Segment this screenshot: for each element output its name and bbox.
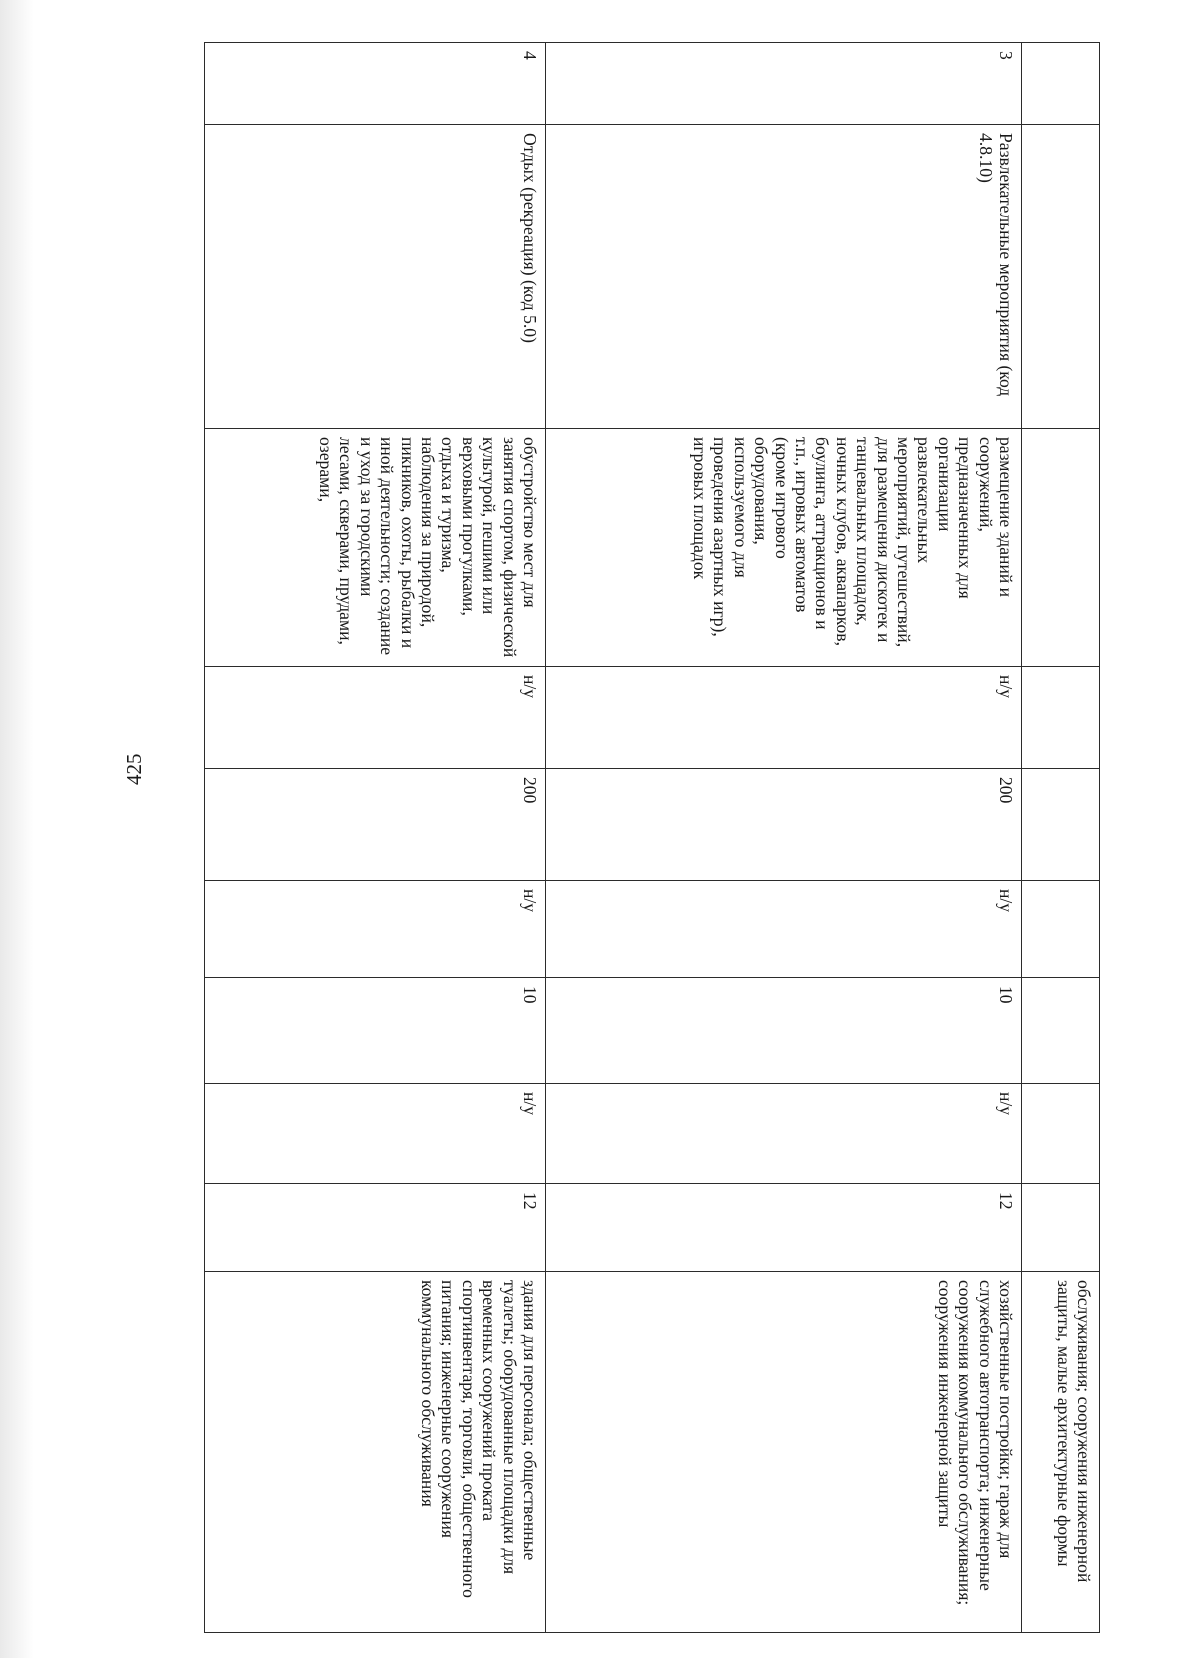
cell-value: н/у [205,881,546,978]
cell-value: н/у [205,1084,546,1184]
cell-description [1022,429,1100,667]
cell-description: размещение зданий и сооружений, предназначенных для организации развлекательных мероприятий, путешествий, для размещения дискотек и танцевальных площадок, ночных клубов, аквапарков, боулинга, аттракционов и т.п., игровых автоматов (кроме игрового оборудования, используемого для проведения азартных игр), игровых площадок [546,429,1022,667]
cell-value: 10 [546,978,1022,1084]
cell-value: 200 [546,769,1022,881]
cell-value: н/у [546,881,1022,978]
cell-description: обустройство мест для занятия спортом, физической культурой, пешими или верховыми прогулками, отдыха и туризма, наблюдения за природой, пикников, охоты, рыбалки и иной деятельности; создание и уход за городскими лесами, скверами, прудами, озерами, [205,429,546,667]
cell-value: н/у [546,667,1022,769]
table-row-4 [205,43,546,1633]
cell-no: 4 [205,43,546,125]
cell-value: н/у [205,667,546,769]
cell-value [1022,1084,1100,1184]
cell-facilities: обслуживания; сооружения инженерной защиты, малые архитектурные формы [1022,1272,1100,1633]
cell-value [1022,769,1100,881]
cell-value [1022,1184,1100,1272]
cell-name: Отдых (рекреация) (код 5.0) [205,125,546,429]
cell-no [1022,43,1100,125]
rotated-table-frame [205,42,1100,1632]
cell-value: 10 [205,978,546,1084]
cell-name: Развлекательные мероприятия (код 4.8.10) [546,125,1022,429]
cell-value: 200 [205,769,546,881]
cell-value: 12 [546,1184,1022,1272]
cell-value [1022,881,1100,978]
cell-value: 12 [205,1184,546,1272]
land-use-table [204,42,1100,1633]
page-number: 425 [122,753,146,785]
table-row-continuation [1022,43,1100,1633]
cell-value: н/у [546,1084,1022,1184]
scan-edge [0,0,34,1658]
cell-name [1022,125,1100,429]
cell-value [1022,667,1100,769]
cell-facilities: хозяйственные постройки; гараж для служебного автотранспорта; инженерные сооружения коммунального обслуживания; сооружения инженерной защиты [546,1272,1022,1633]
cell-facilities: здания для персонала; общественные туалеты; оборудованные площадки для временных сооружений проката спортинвентаря, торговли, общественного питания; инженерные сооружения коммунального обслуживания [205,1272,546,1633]
cell-no: 3 [546,43,1022,125]
cell-value [1022,978,1100,1084]
table-row-3 [546,43,1022,1633]
